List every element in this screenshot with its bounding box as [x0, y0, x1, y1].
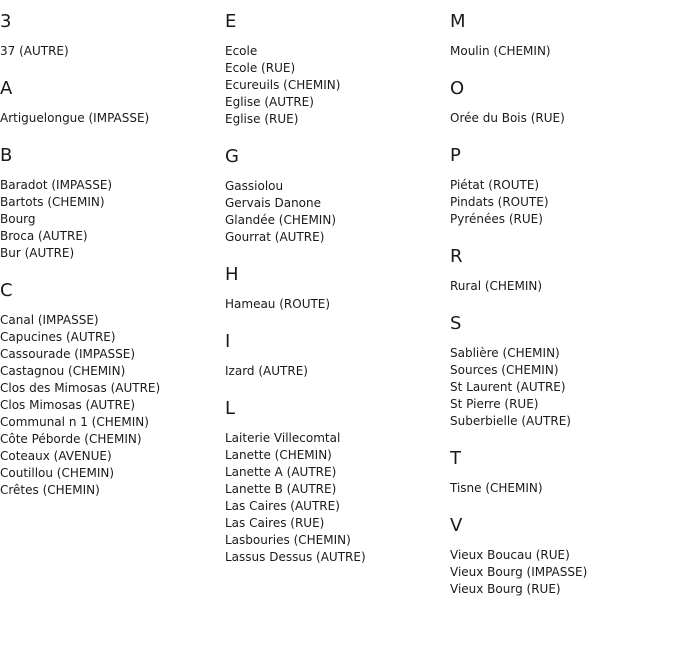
street-entry[interactable]: St Laurent (AUTRE) [450, 380, 566, 394]
street-entry[interactable]: Broca (AUTRE) [0, 229, 88, 243]
street-entry[interactable]: Izard (AUTRE) [225, 364, 308, 378]
section-letter-heading: P [450, 145, 461, 166]
street-entry[interactable]: Gassiolou [225, 179, 284, 193]
street-entry[interactable]: Sources (CHEMIN) [450, 363, 559, 377]
street-list [225, 296, 445, 313]
street-list [450, 345, 670, 430]
street-entry[interactable]: Lassus Dessus (AUTRE) [225, 550, 366, 564]
street-entry[interactable]: Orée du Bois (RUE) [450, 111, 565, 125]
letter-section [225, 398, 445, 566]
street-entry[interactable]: Canal (IMPASSE) [0, 313, 99, 327]
index-column-2 [225, 11, 445, 584]
street-entry[interactable]: Piétat (ROUTE) [450, 178, 540, 192]
letter-section [450, 246, 670, 295]
letter-section [450, 11, 670, 60]
street-list [450, 177, 670, 228]
street-list [0, 43, 220, 60]
street-list [450, 43, 670, 60]
street-entry[interactable]: Tisne (CHEMIN) [450, 481, 543, 495]
street-entry[interactable]: Lanette (CHEMIN) [225, 448, 332, 462]
street-entry[interactable]: Ecole (RUE) [225, 61, 296, 75]
section-letter-heading: A [0, 78, 13, 99]
letter-section [225, 331, 445, 380]
section-letter-heading: E [225, 11, 237, 32]
street-list [450, 110, 670, 127]
street-entry[interactable]: Bartots (CHEMIN) [0, 195, 105, 209]
street-entry[interactable]: Pyrénées (RUE) [450, 212, 543, 226]
letter-section [225, 11, 445, 128]
letter-section [450, 145, 670, 228]
street-list [0, 177, 220, 262]
street-entry[interactable]: Gourrat (AUTRE) [225, 230, 325, 244]
street-entry[interactable]: 37 (AUTRE) [0, 44, 69, 58]
street-entry[interactable]: Rural (CHEMIN) [450, 279, 543, 293]
letter-section [225, 146, 445, 246]
street-entry[interactable]: Clos Mimosas (AUTRE) [0, 398, 136, 412]
street-entry[interactable]: Vieux Bourg (IMPASSE) [450, 565, 588, 579]
street-entry[interactable]: Bur (AUTRE) [0, 246, 75, 260]
street-entry[interactable]: Eglise (AUTRE) [225, 95, 314, 109]
street-entry[interactable]: Clos des Mimosas (AUTRE) [0, 381, 161, 395]
street-entry[interactable]: Gervais Danone [225, 196, 321, 210]
section-letter-heading: O [450, 78, 465, 99]
street-entry[interactable]: Cassourade (IMPASSE) [0, 347, 136, 361]
section-letter-heading: I [225, 331, 231, 352]
street-list [450, 278, 670, 295]
street-entry[interactable]: Hameau (ROUTE) [225, 297, 331, 311]
street-entry[interactable]: Côte Péborde (CHEMIN) [0, 432, 142, 446]
street-list [450, 547, 670, 598]
letter-section [0, 11, 220, 60]
letter-section [450, 515, 670, 598]
section-letter-heading: H [225, 264, 239, 285]
street-list [0, 110, 220, 127]
section-letter-heading: L [225, 398, 236, 419]
street-entry[interactable]: Capucines (AUTRE) [0, 330, 116, 344]
section-letter-heading: M [450, 11, 466, 32]
street-entry[interactable]: Lanette B (AUTRE) [225, 482, 337, 496]
street-entry[interactable]: Ecureuils (CHEMIN) [225, 78, 341, 92]
section-letter-heading: 3 [0, 11, 12, 32]
street-entry[interactable]: Communal n 1 (CHEMIN) [0, 415, 149, 429]
street-list [225, 430, 445, 566]
street-entry[interactable]: Artiguelongue (IMPASSE) [0, 111, 150, 125]
street-entry[interactable]: Laiterie Villecomtal [225, 431, 341, 445]
letter-section [450, 313, 670, 430]
letter-section [225, 264, 445, 313]
street-entry[interactable]: Moulin (CHEMIN) [450, 44, 551, 58]
street-entry[interactable]: Lasbouries (CHEMIN) [225, 533, 351, 547]
street-entry[interactable]: Glandée (CHEMIN) [225, 213, 337, 227]
section-letter-heading: B [0, 145, 13, 166]
street-entry[interactable]: Castagnou (CHEMIN) [0, 364, 126, 378]
section-letter-heading: G [225, 146, 239, 167]
street-entry[interactable]: Sablière (CHEMIN) [450, 346, 560, 360]
section-letter-heading: C [0, 280, 13, 301]
street-entry[interactable]: Las Caires (RUE) [225, 516, 325, 530]
street-entry[interactable]: Coteaux (AVENUE) [0, 449, 112, 463]
index-column-1 [0, 11, 220, 517]
section-letter-heading: S [450, 313, 462, 334]
street-list [450, 480, 670, 497]
index-column-3 [450, 11, 670, 616]
street-list [225, 363, 445, 380]
street-entry[interactable]: Las Caires (AUTRE) [225, 499, 340, 513]
street-entry[interactable]: Ecole [225, 44, 258, 58]
street-list [225, 178, 445, 246]
street-entry[interactable]: Eglise (RUE) [225, 112, 299, 126]
section-letter-heading: T [450, 448, 461, 469]
street-entry[interactable]: Coutillou (CHEMIN) [0, 466, 115, 480]
street-entry[interactable]: Pindats (ROUTE) [450, 195, 549, 209]
street-entry[interactable]: Vieux Bourg (RUE) [450, 582, 561, 596]
street-entry[interactable]: St Pierre (RUE) [450, 397, 539, 411]
street-entry[interactable]: Crêtes (CHEMIN) [0, 483, 100, 497]
letter-section [450, 448, 670, 497]
street-entry[interactable]: Bourg [0, 212, 36, 226]
letter-section [0, 145, 220, 262]
section-letter-heading: V [450, 515, 463, 536]
section-letter-heading: R [450, 246, 463, 267]
street-list [225, 43, 445, 128]
letter-section [0, 78, 220, 127]
street-entry[interactable]: Lanette A (AUTRE) [225, 465, 337, 479]
street-list [0, 312, 220, 499]
letter-section [450, 78, 670, 127]
street-entry[interactable]: Baradot (IMPASSE) [0, 178, 113, 192]
street-entry[interactable]: Vieux Boucau (RUE) [450, 548, 570, 562]
letter-section [0, 280, 220, 499]
street-entry[interactable]: Suberbielle (AUTRE) [450, 414, 571, 428]
